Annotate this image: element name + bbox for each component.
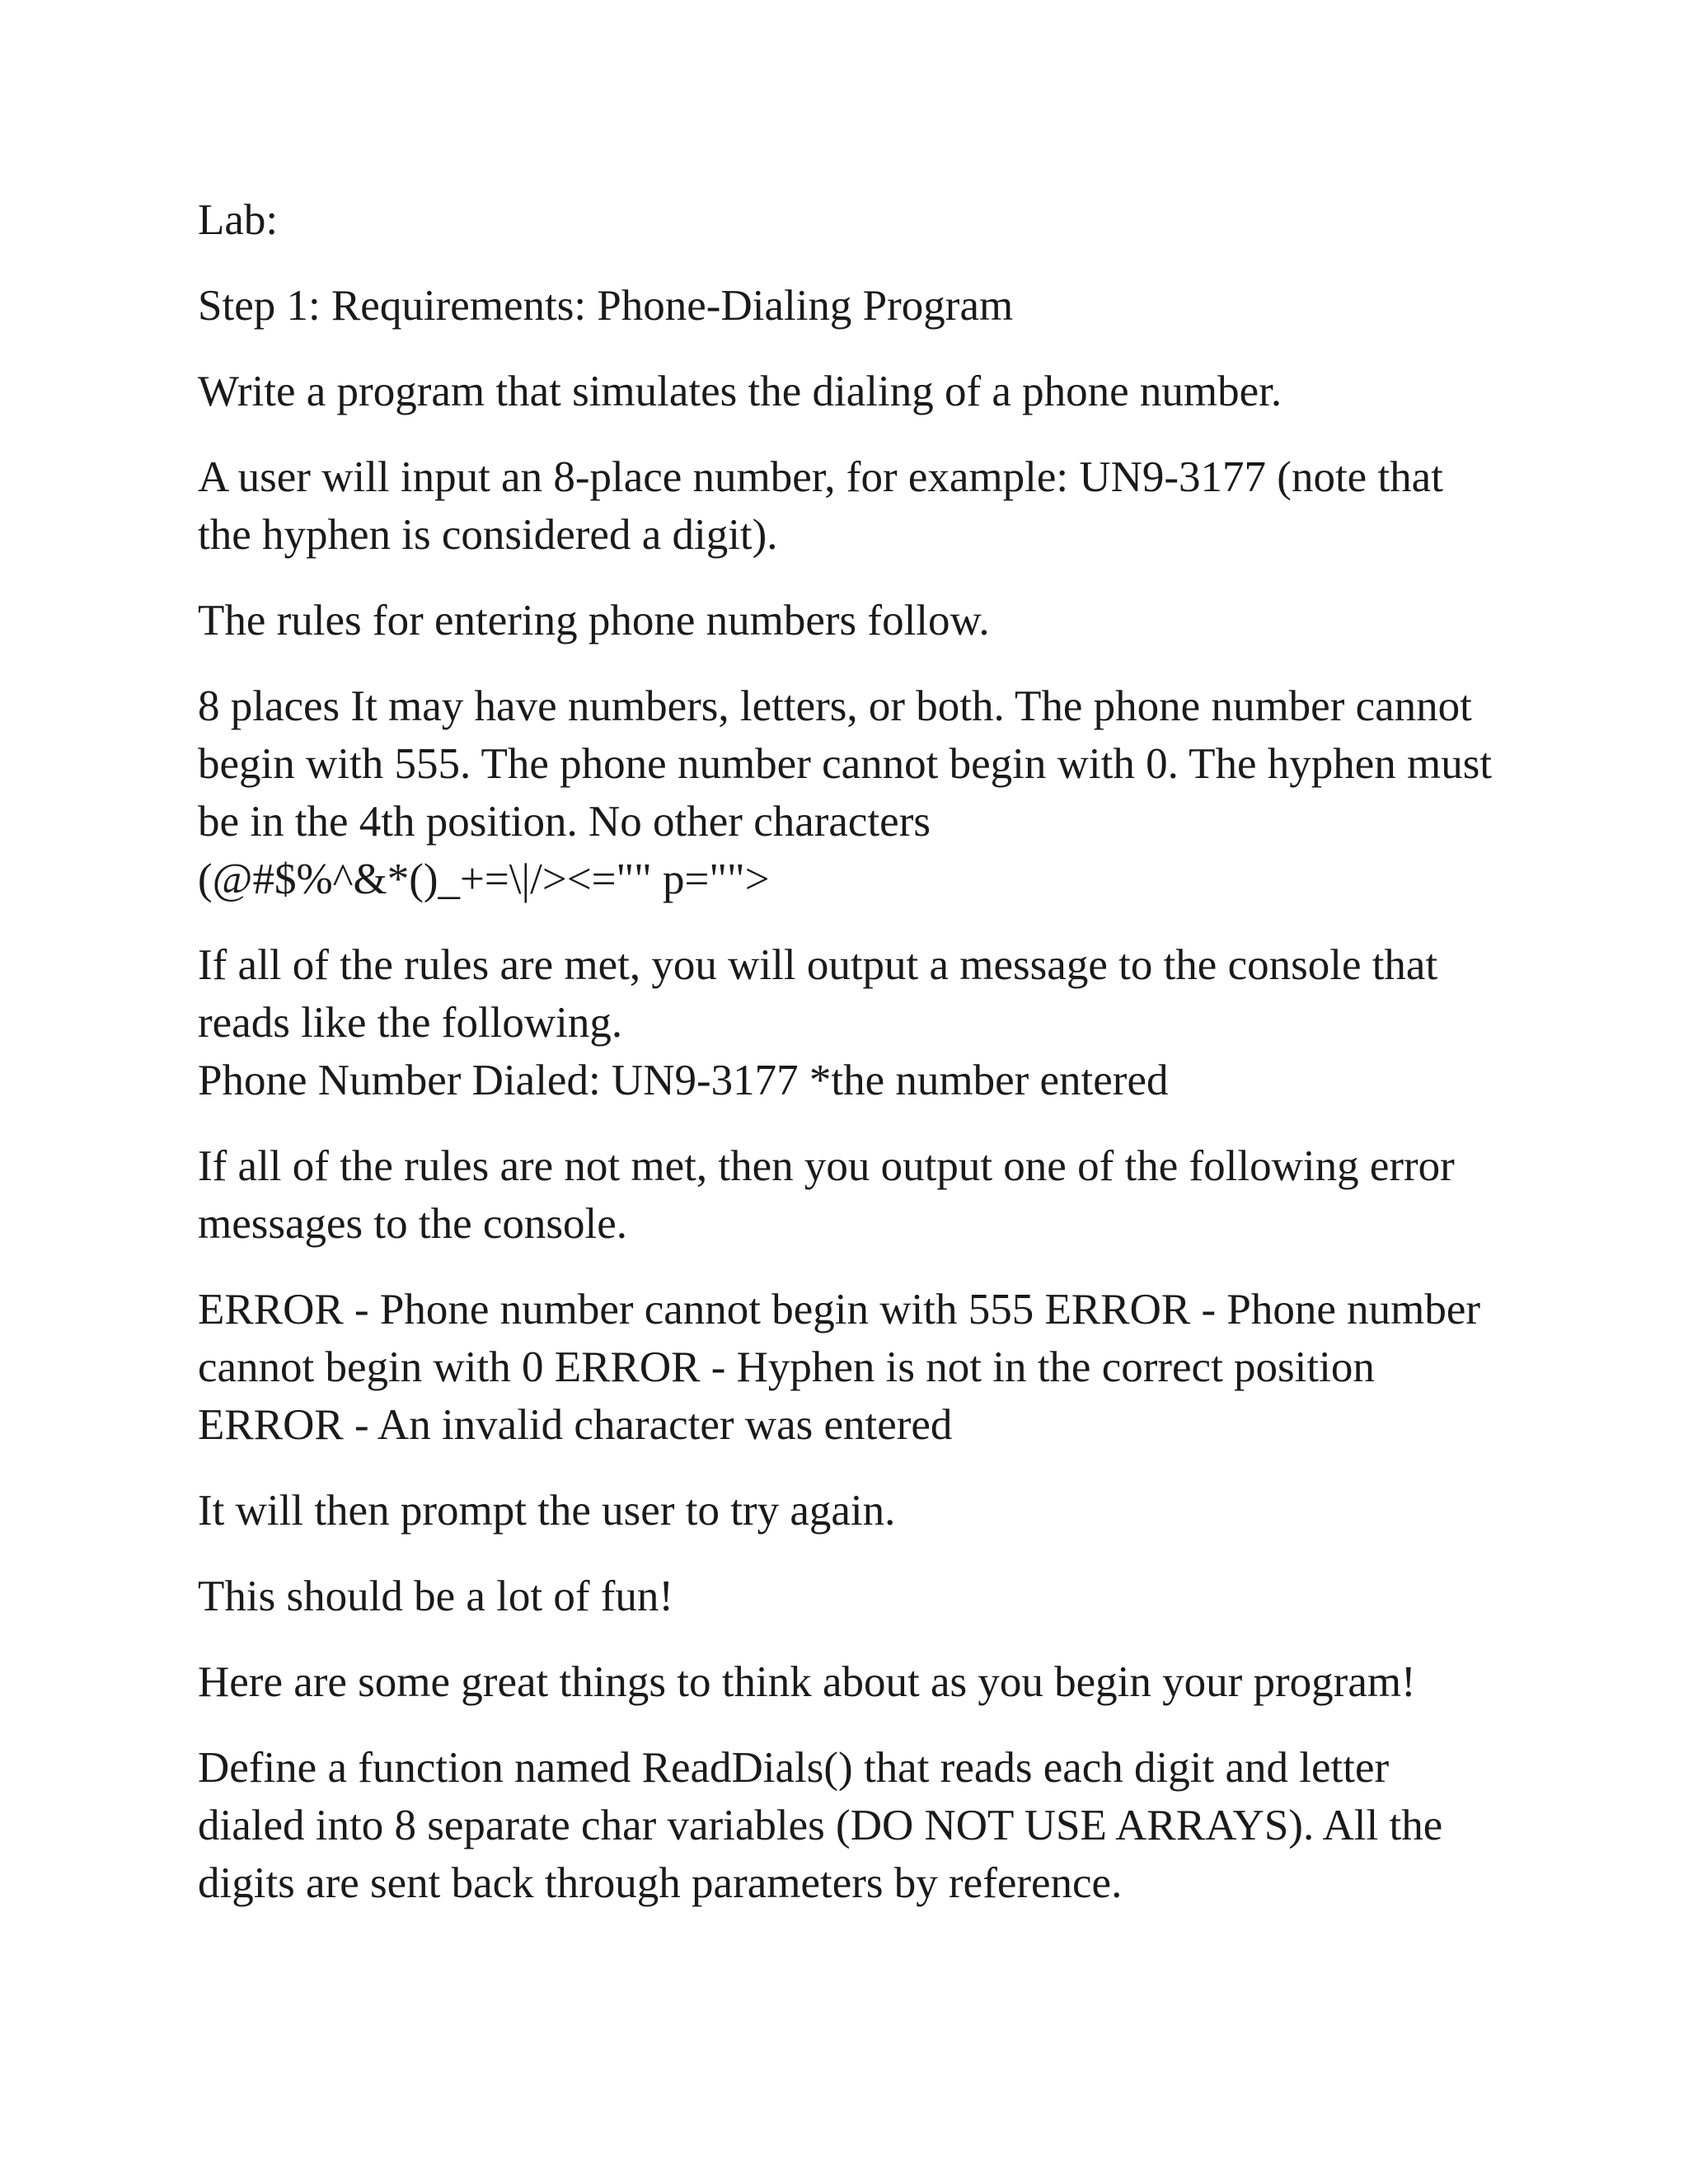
document-body [198,191,1500,1940]
input-description-paragraph: A user will input an 8-place number, for example: UN9-3177 (note that the hyphen is considered a digit). [198,453,1443,559]
retry-paragraph: It will then prompt the user to try again. [198,1487,896,1535]
rules-intro-paragraph: The rules for entering phone numbers follow. [198,597,990,644]
readdials-paragraph: Define a function named ReadDials() that reads each digit and letter dialed into 8 separate char variables (DO NOT USE ARRAYS). All the digits are sent back through parameters by reference. [198,1744,1443,1907]
think-intro-paragraph: Here are some great things to think about as you begin your program! [198,1658,1416,1706]
error-messages-paragraph: ERROR - Phone number cannot begin with 555 ERROR - Phone number cannot begin with 0 ERROR - Hyphen is not in the correct position ERROR - An invalid character was entered [198,1286,1480,1449]
success-intro: If all of the rules are met, you will output a message to the console that reads like the following. [198,941,1438,1047]
step-title: Step 1: Requirements: Phone-Dialing Program [198,282,1014,330]
fun-paragraph: This should be a lot of fun! [198,1572,674,1620]
lab-heading: Lab: [198,196,279,244]
error-intro-paragraph: If all of the rules are not met, then you output one of the following error messages to the console. [198,1142,1455,1248]
rules-paragraph [198,677,1500,908]
rules-text: 8 places It may have numbers, letters, or both. The phone number cannot begin with 555. The phone number cannot begin with 0. The hyphen must be in the 4th position. No other characters [198,682,1493,846]
rules-characters: (@#$%^&*()_+=\|/><="" p=""> [198,855,770,903]
intro-paragraph: Write a program that simulates the dialing of a phone number. [198,368,1282,415]
success-paragraph [198,936,1500,1109]
success-message: Phone Number Dialed: UN9-3177 *the number entered [198,1057,1169,1104]
